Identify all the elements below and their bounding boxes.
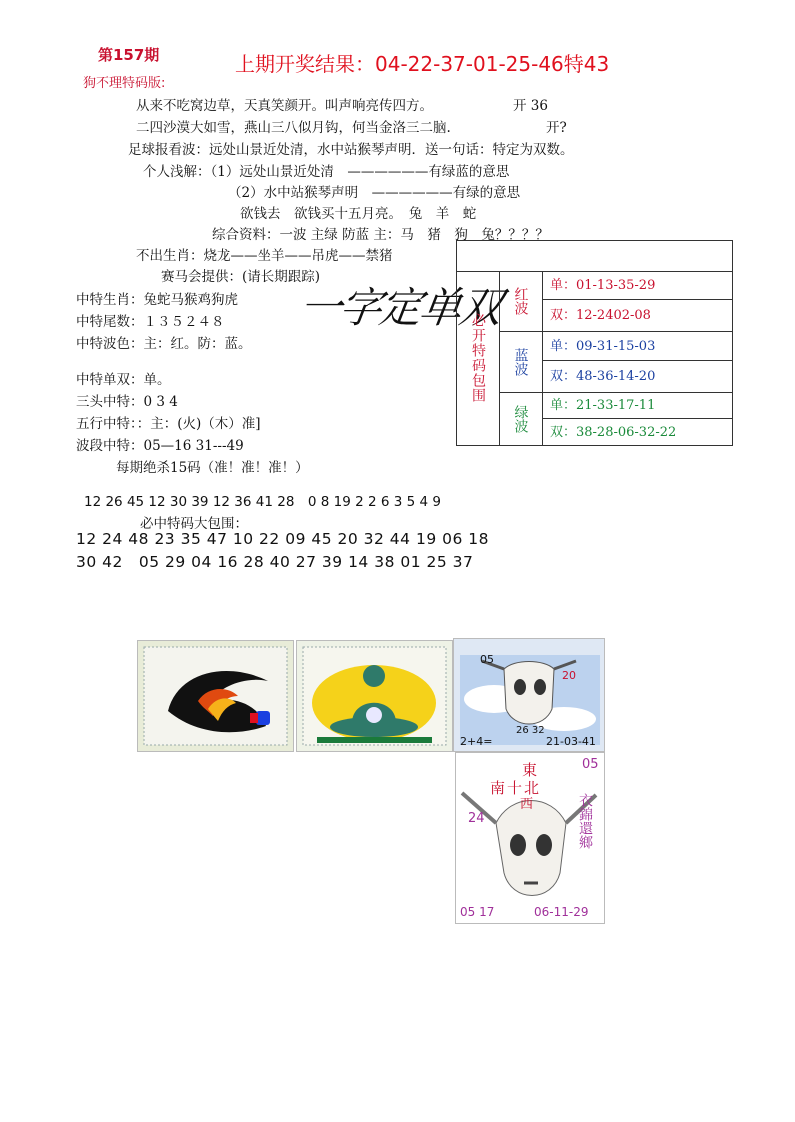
poem-line-1-open: 开 36 bbox=[513, 98, 548, 114]
wave-group-red bbox=[499, 271, 732, 332]
package-title: 必中特码大包围： bbox=[140, 516, 248, 532]
kill-numbers: 12 26 45 12 30 39 12 36 41 28 0 8 19 2 2 6 3 5 4 9 bbox=[84, 494, 442, 510]
last-result: 上期开奖结果：04-22-37-01-25-46特43 bbox=[235, 52, 610, 76]
poem-line-4: 个人浅解：（1）远处山景近处清 ——————有绿蓝的意思 bbox=[143, 164, 510, 180]
wave-name: 绿波 bbox=[499, 393, 543, 445]
info-element: 五行中特：：主：(火)（木）准] bbox=[76, 416, 261, 432]
info-kill: 每期绝杀15码（准！准！准！） bbox=[116, 460, 309, 476]
wave-odd: 单：21-33-17-11 bbox=[542, 393, 732, 419]
wave-odd: 单：01-13-35-29 bbox=[542, 271, 732, 300]
wave-table bbox=[456, 240, 733, 446]
img3-bottom-right: 21-03-41 bbox=[546, 735, 596, 748]
info-wave: 中特波色：主：红。防：蓝。 bbox=[76, 336, 252, 352]
info-segment: 波段中特：05—16 31---49 bbox=[76, 438, 244, 454]
big-calligraphy-text: 一字定单双 bbox=[296, 283, 504, 332]
img4-bottom-right: 06-11-29 bbox=[534, 905, 589, 919]
poem-line-6: 欲钱去 欲钱买十五月亮。 兔 羊 蛇 bbox=[240, 206, 477, 222]
buddha-icon bbox=[297, 641, 452, 751]
img4-east: 東 bbox=[522, 761, 538, 779]
img4-west: 西 bbox=[520, 797, 534, 812]
wave-table-header bbox=[457, 241, 732, 272]
info-zodiac: 中特生肖：兔蛇马猴鸡狗虎 bbox=[76, 292, 238, 308]
skull-sky-image bbox=[453, 638, 605, 752]
poem-line-9: 赛马会提供：(请长期跟踪) bbox=[161, 269, 321, 285]
package-line-2: 30 42 05 29 04 16 28 40 27 39 14 38 01 25 37 bbox=[76, 553, 474, 571]
skull-directions-image bbox=[455, 752, 605, 924]
info-head: 三头中特：0 3 4 bbox=[76, 394, 178, 410]
edition-subtitle: 狗不理特码版: bbox=[83, 76, 166, 91]
buddha-image bbox=[296, 640, 453, 752]
wave-even: 双：48-36-14-20 bbox=[550, 369, 656, 384]
poem-line-3: 足球报看波：远处山景近处清，水中站猴琴声明．送一句话：特定为双数。 bbox=[128, 142, 574, 158]
wave-even: 双：12-2402-08 bbox=[550, 308, 651, 323]
info-odd-even: 中特单双：单。 bbox=[76, 372, 171, 388]
wave-group-blue bbox=[499, 332, 732, 393]
wave-name: 蓝波 bbox=[499, 332, 543, 392]
info-tail: 中特尾数：１３５２４８ bbox=[76, 314, 225, 330]
img3-right-number: 20 bbox=[562, 669, 576, 682]
issue-number: 第157期 bbox=[98, 46, 160, 64]
wave-odd: 单：09-31-15-03 bbox=[542, 332, 732, 361]
wave-table-side-label: 必开特码包围 bbox=[457, 271, 500, 445]
poem-line-7: 综合资料：一波 主绿 防蓝 主：马 猪 狗 兔？？？？ bbox=[212, 227, 549, 243]
package-line-1: 12 24 48 23 35 47 10 22 09 45 20 32 44 19 06 18 bbox=[76, 530, 489, 548]
flame-swirl-icon bbox=[138, 641, 293, 751]
poem-line-8: 不出生肖：烧龙——坐羊——吊虎——禁猪 bbox=[136, 248, 393, 264]
img3-bottom-left: 2+4= bbox=[460, 735, 493, 748]
wave-group-green bbox=[499, 393, 732, 445]
img4-side-text: 衣錦還鄉 bbox=[577, 793, 593, 849]
img4-bottom-left: 05 17 bbox=[460, 905, 495, 919]
poem-line-2-open: 开? bbox=[546, 120, 567, 136]
flame-image bbox=[137, 640, 294, 752]
wave-even: 双：38-28-06-32-22 bbox=[550, 425, 677, 440]
img3-mid-numbers: 26 32 bbox=[516, 725, 545, 736]
img4-left-number: 24 bbox=[468, 811, 485, 826]
poem-line-5: （2）水中站猴琴声明 ——————有绿的意思 bbox=[228, 185, 521, 201]
img4-directions: 南十北 bbox=[490, 779, 542, 797]
poem-line-1: 从来不吃窝边草，天真笑颜开。叫声响亮传四方。 bbox=[136, 98, 433, 114]
img3-left-number: 05 bbox=[480, 653, 494, 666]
wave-name: 红波 bbox=[499, 271, 543, 331]
img4-corner-number: 05 bbox=[582, 757, 599, 772]
poem-line-2: 二四沙漠大如雪，燕山三八似月钩，何当金洛三二脑. bbox=[136, 120, 451, 136]
